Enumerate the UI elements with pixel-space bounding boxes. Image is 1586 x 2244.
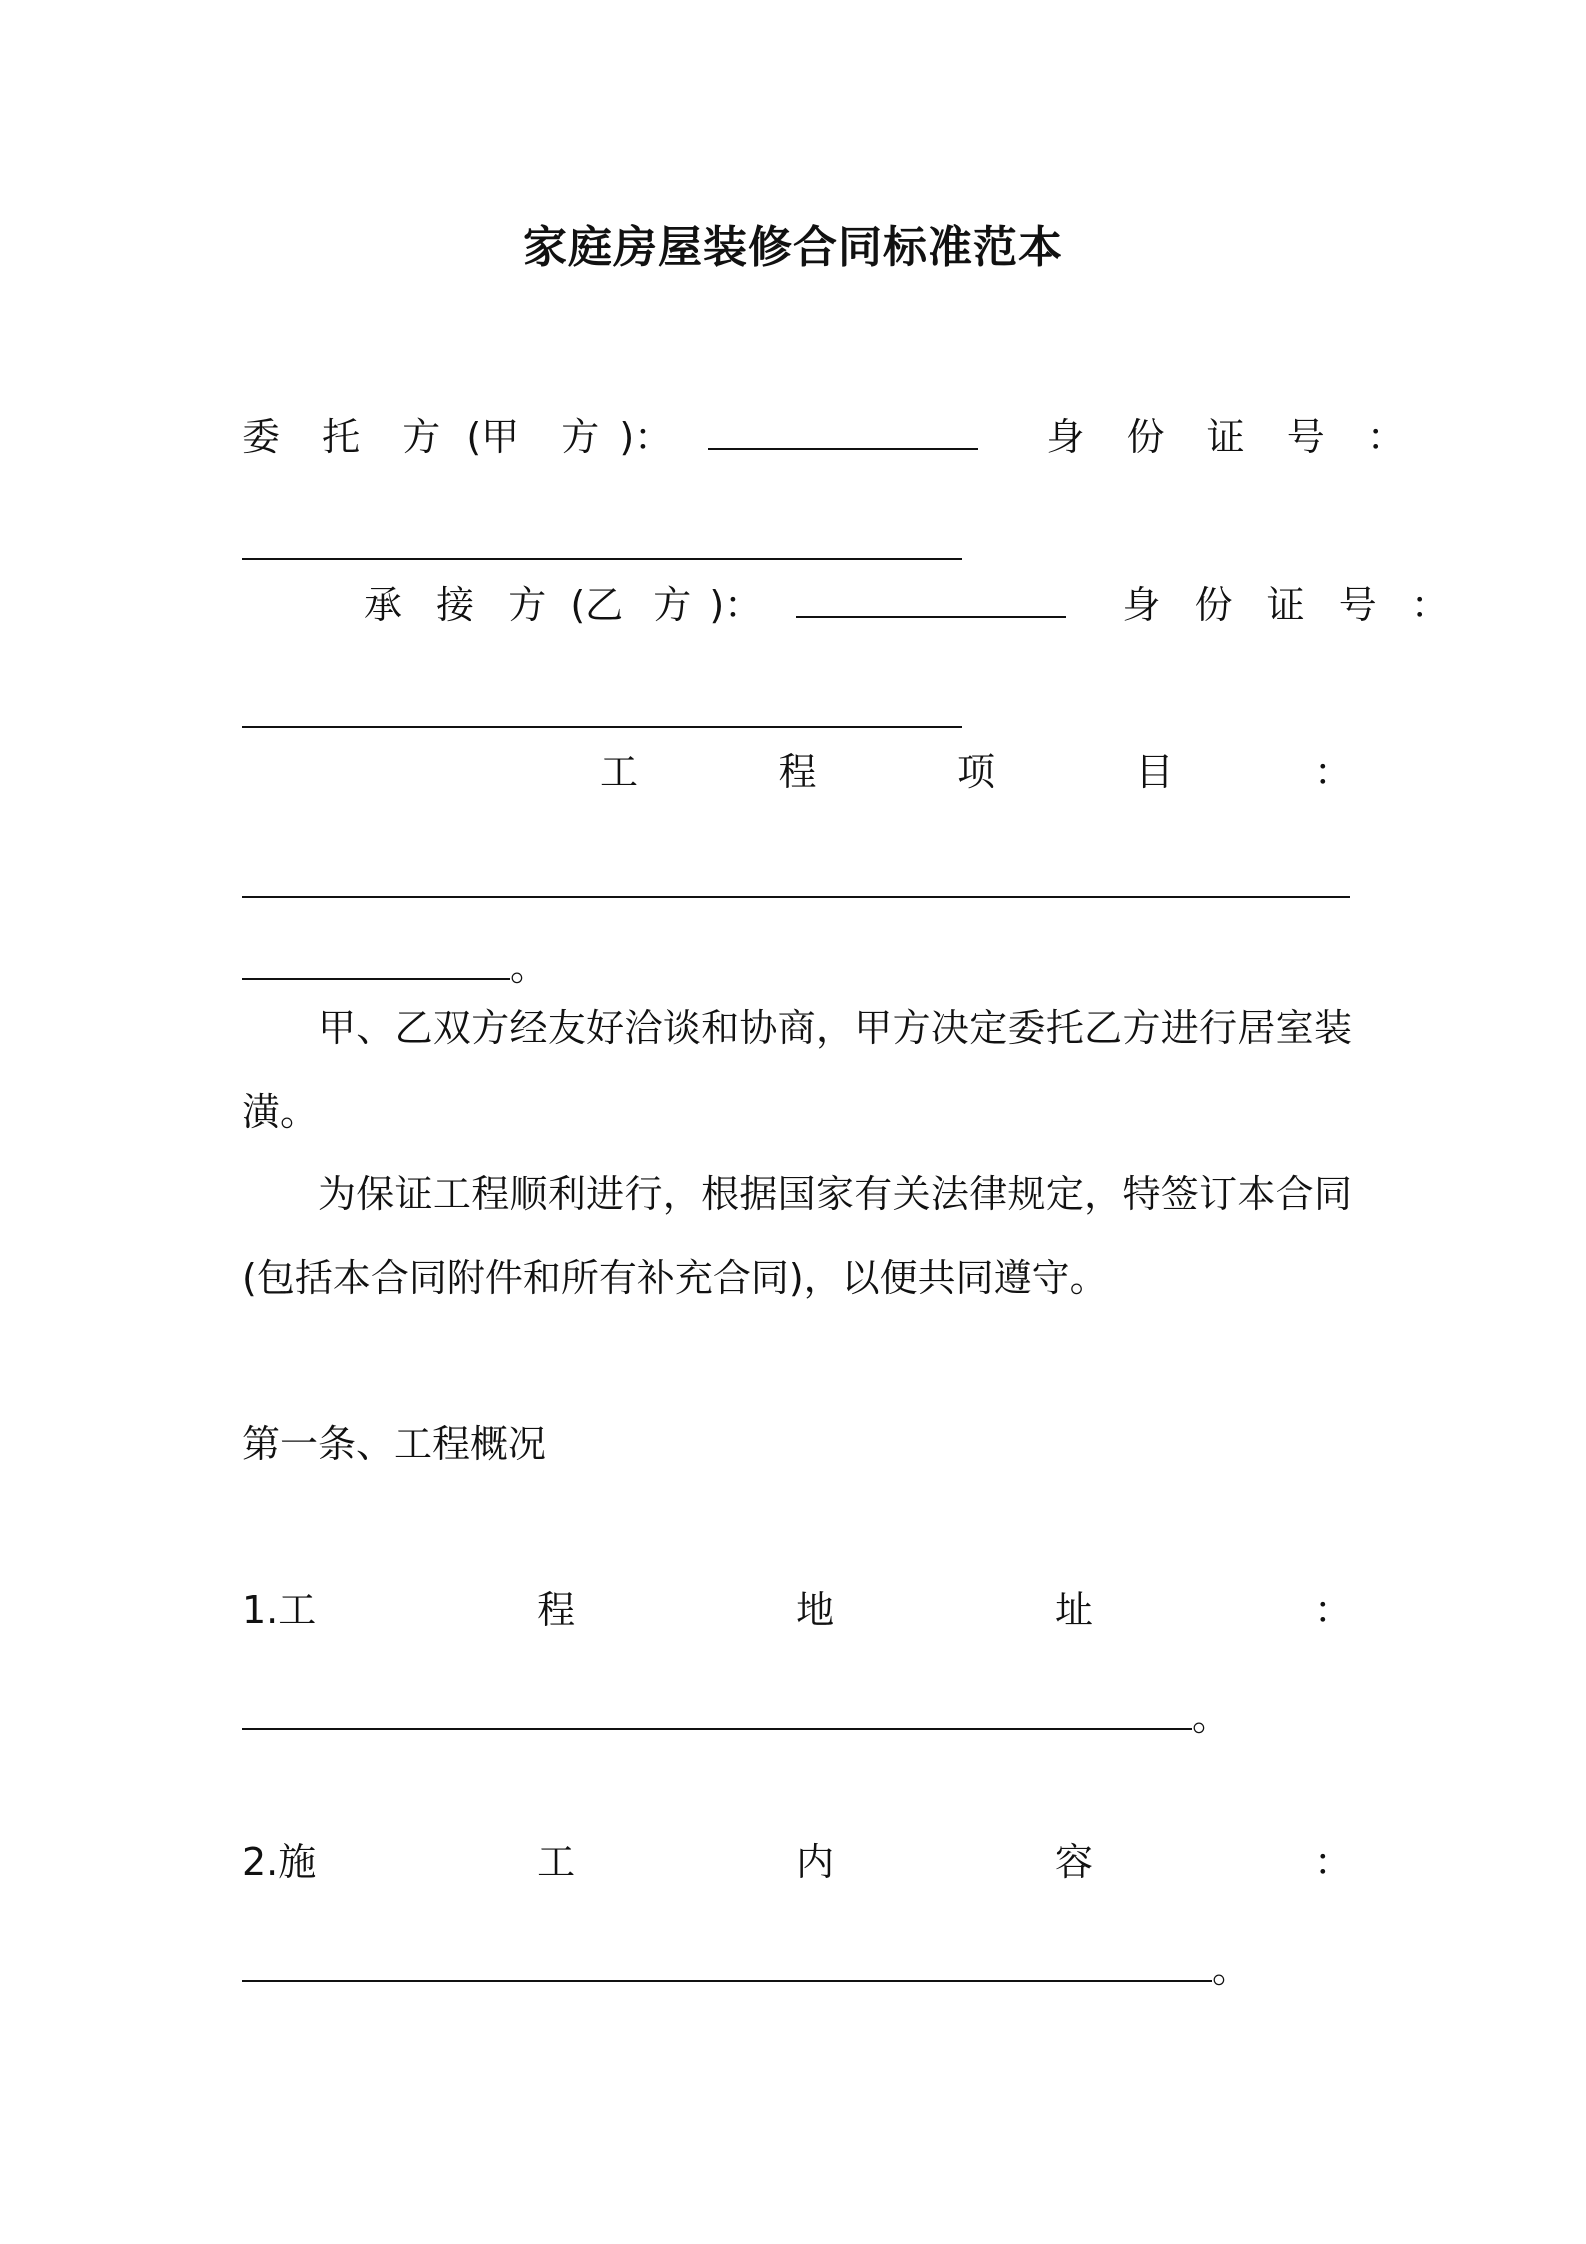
item-1-char: 1.工 (242, 1588, 317, 1632)
item-2-label-line (242, 1836, 1352, 1888)
party-a-id-char: 证 (1206, 415, 1245, 459)
party-b-line (364, 578, 1449, 631)
item-1-label-line (242, 1584, 1352, 1636)
item-2-blank-line (242, 1942, 1352, 1995)
party-b-id-char: 证 (1266, 583, 1305, 627)
party-b-id-line (242, 688, 1352, 741)
item-1-char: 址 (1055, 1588, 1094, 1632)
party-b-name-blank[interactable] (796, 578, 1066, 618)
project-char: 程 (778, 750, 817, 794)
party-b-char: 接 (436, 583, 475, 627)
item-2-end-mark: 。 (1212, 1947, 1251, 1991)
item-1-end-mark: 。 (1192, 1695, 1231, 1739)
project-char: 工 (600, 750, 639, 794)
construction-content-blank[interactable] (242, 1942, 1212, 1982)
party-b-id-char: 号 (1338, 583, 1377, 627)
intro-paragraph: 甲、乙双方经友好洽谈和协商，甲方决定委托乙方进行居室装潢。 (242, 1006, 1352, 1134)
project-address-blank[interactable] (242, 1690, 1192, 1730)
item-2-char: 容 (1055, 1840, 1094, 1884)
party-a-id-char: 份 (1126, 415, 1165, 459)
party-b-id-char: 份 (1194, 583, 1233, 627)
project-end-mark: 。 (510, 945, 549, 989)
article-1-heading: 第一条、工程概况 (242, 1422, 547, 1466)
party-a-char: )： (619, 415, 673, 459)
party-a-id-blank[interactable] (242, 520, 962, 560)
item-1-blank-line (242, 1690, 1352, 1743)
party-b-char: 方 (653, 583, 692, 627)
project-blank-1[interactable] (242, 858, 1350, 898)
party-b-char: 方 (508, 583, 547, 627)
party-b-id-blank[interactable] (242, 688, 962, 728)
party-a-line (242, 410, 1405, 463)
item-2-char: 内 (796, 1840, 835, 1884)
item-1-char: 程 (537, 1588, 576, 1632)
item-1-char: ： (1313, 1588, 1352, 1632)
party-a-char: 委 (242, 415, 281, 459)
party-a-name-blank[interactable] (708, 410, 978, 450)
project-char: ： (1313, 750, 1352, 794)
item-2-char: 工 (537, 1840, 576, 1884)
project-char: 项 (956, 750, 995, 794)
project-label-line (600, 746, 1352, 798)
item-2-char: 2.施 (242, 1840, 317, 1884)
party-b-char: )： (709, 583, 763, 627)
item-1-char: 地 (796, 1588, 835, 1632)
party-b-id-char: ： (1410, 583, 1449, 627)
project-blank-line-1 (242, 858, 1352, 911)
document-title: 家庭房屋装修合同标准范本 (523, 222, 1063, 273)
party-a-id-char: ： (1366, 415, 1405, 459)
party-a-char: 方 (402, 415, 441, 459)
party-a-char: 托 (322, 415, 361, 459)
party-b-char: 承 (364, 583, 403, 627)
purpose-paragraph: 为保证工程顺利进行，根据国家有关法律规定，特签订本合同(包括本合同附件和所有补充合同)，以便共同遵守。 (242, 1172, 1352, 1300)
party-a-char: (甲 (466, 415, 520, 459)
party-b-char: (乙 (570, 583, 624, 627)
project-char: 目 (1135, 750, 1174, 794)
project-blank-2[interactable] (242, 940, 510, 980)
party-a-id-line (242, 520, 1352, 573)
party-b-id-char: 身 (1122, 583, 1161, 627)
party-a-id-char: 身 (1046, 415, 1085, 459)
party-a-char: 方 (561, 415, 600, 459)
item-2-char: ： (1313, 1840, 1352, 1884)
party-a-id-char: 号 (1286, 415, 1325, 459)
